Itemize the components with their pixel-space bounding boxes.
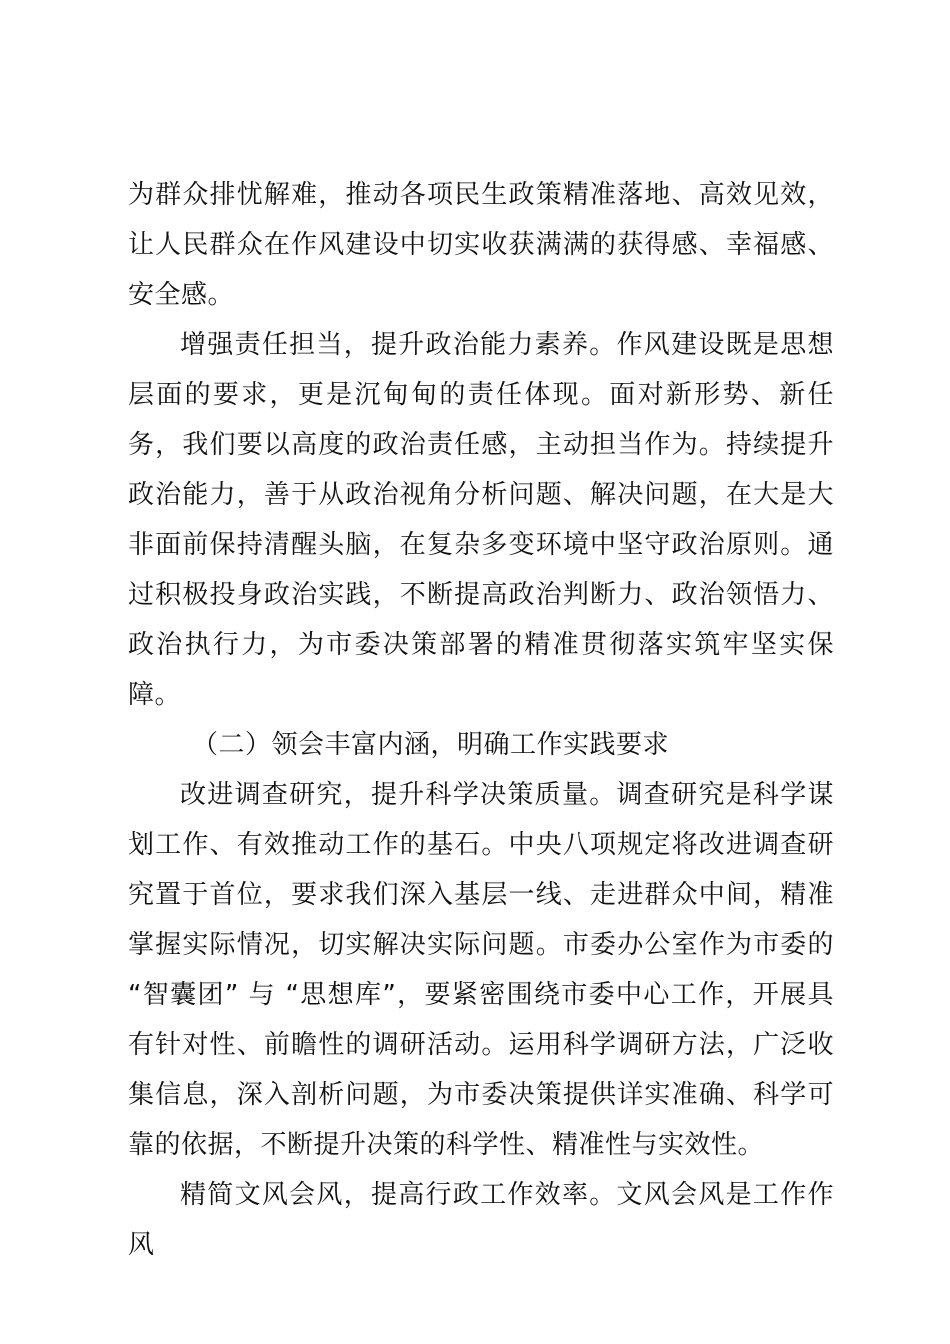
section-heading: （二）领会丰富内涵，明确工作实践要求: [192, 730, 670, 760]
document-body: [128, 170, 834, 1270]
paragraph-style: 精简文风会风，提高行政工作效率。文风会风是工作作风: [128, 1180, 834, 1260]
paragraph-continuation: 为群众排忧解难，推动各项民生政策精准落地、高效见效，让人民群众在作风建设中切实收获满满的获得感、幸福感、安全感。: [128, 180, 834, 310]
paragraph-research: 改进调查研究，提升科学决策质量。调查研究是科学谋划工作、有效推动工作的基石。中央八项规定将改进调查研究置于首位，要求我们深入基层一线、走进群众中间，精准掌握实际情况，切实解决实际问题。市委办公室作为市委的 “智囊团” 与 “思想库”，要紧密围绕市委中心工作，开展具有针对性、前瞻性的调研活动。运用科学调研方法，广泛收集信息，深入剖析问题，为市委决策提供详实准确、科学可靠的依据，不断提升决策的科学性、精准性与实效性。: [128, 780, 834, 1160]
paragraph-responsibility: 增强责任担当，提升政治能力素养。作风建设既是思想层面的要求，更是沉甸甸的责任体现。面对新形势、新任务，我们要以高度的政治责任感，主动担当作为。持续提升政治能力，善于从政治视角分析问题、解决问题，在大是大非面前保持清醒头脑，在复杂多变环境中坚守政治原则。通过积极投身政治实践，不断提高政治判断力、政治领悟力、政治执行力，为市委决策部署的精准贯彻落实筑牢坚实保障。: [128, 330, 834, 710]
